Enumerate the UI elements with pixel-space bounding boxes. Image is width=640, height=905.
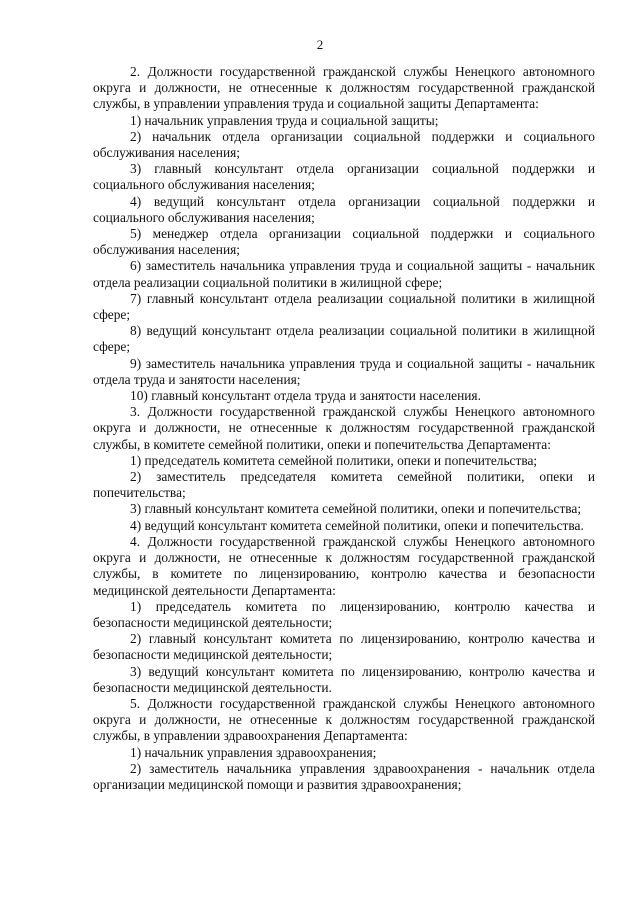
list-item: 1) председатель комитета по лицензированию, контролю качества и безопасности медицинской деятельности;	[93, 598, 595, 630]
list-item: 4) ведущий консультант комитета семейной политики, опеки и попечительства.	[130, 517, 584, 533]
list-item: 9) заместитель начальника управления труда и социальной защиты - начальник отдела труда и занятости населения;	[93, 355, 595, 387]
list-item: 4) ведущий консультант отдела организации социальной поддержки и социального обслуживания населения;	[93, 193, 595, 225]
list-item: 1) начальник управления здравоохранения;	[130, 744, 377, 760]
page-number: 2	[316, 37, 324, 52]
list-item: 3) ведущий консультант комитета по лицензированию, контролю качества и безопасности медицинской деятельности.	[93, 663, 595, 695]
list-item: 2) начальник отдела организации социальной поддержки и социального обслуживания населения;	[93, 128, 595, 161]
paragraph-section-4: 4. Должности государственной гражданской службы Ненецкого автономного округа и должности, не отнесенные к должностям государственной гражданской службы, в комитете по лицензированию, контролю качества и безопасности медицинской деятельности Департамента:	[93, 533, 595, 598]
list-item: 10) главный консультант отдела труда и занятости населения.	[130, 388, 481, 404]
list-item: 6) заместитель начальника управления труда и социальной защиты - начальник отдела реализации социальной политики в жилищной сфере;	[93, 258, 595, 290]
list-item: 3) главный консультант комитета семейной политики, опеки и попечительства;	[130, 501, 582, 517]
list-item: 2) заместитель начальника управления здравоохранения - начальник отдела организации медицинской помощи и развития здравоохранения;	[93, 760, 595, 792]
document-body	[93, 64, 595, 793]
list-item: 2) главный консультант комитета по лицензированию, контролю качества и безопасности медицинской деятельности;	[93, 631, 595, 663]
paragraph-section-2: 2. Должности государственной гражданской службы Ненецкого автономного округа и должности, не отнесенные к должностям государственной гражданской службы, в управлении управления труда и социальной защиты Департамента:	[93, 64, 595, 112]
list-item: 5) менеджер отдела организации социальной поддержки и социального обслуживания населения;	[93, 226, 595, 258]
paragraph-section-5: 5. Должности государственной гражданской службы Ненецкого автономного округа и должности, не отнесенные к должностям государственной гражданской службы, в управлении здравоохранения Департамента:	[93, 695, 595, 744]
list-item: 3) главный консультант отдела организации социальной поддержки и социального обслуживания населения;	[93, 161, 595, 193]
list-item: 7) главный консультант отдела реализации социальной политики в жилищной сфере;	[93, 290, 595, 323]
list-item: 1) председатель комитета семейной политики, опеки и попечительства;	[130, 452, 538, 468]
list-item: 8) ведущий консультант отдела реализации социальной политики в жилищной сфере;	[93, 323, 595, 355]
list-item: 2) заместитель председателя комитета семейной политики, опеки и попечительства;	[93, 469, 595, 501]
paragraph-section-3: 3. Должности государственной гражданской службы Ненецкого автономного округа и должности, не отнесенные к должностям государственной гражданской службы, в комитете семейной политики, опеки и попечительства Департамента:	[93, 404, 595, 452]
list-item: 1) начальник управления труда и социальной защиты;	[130, 112, 439, 128]
